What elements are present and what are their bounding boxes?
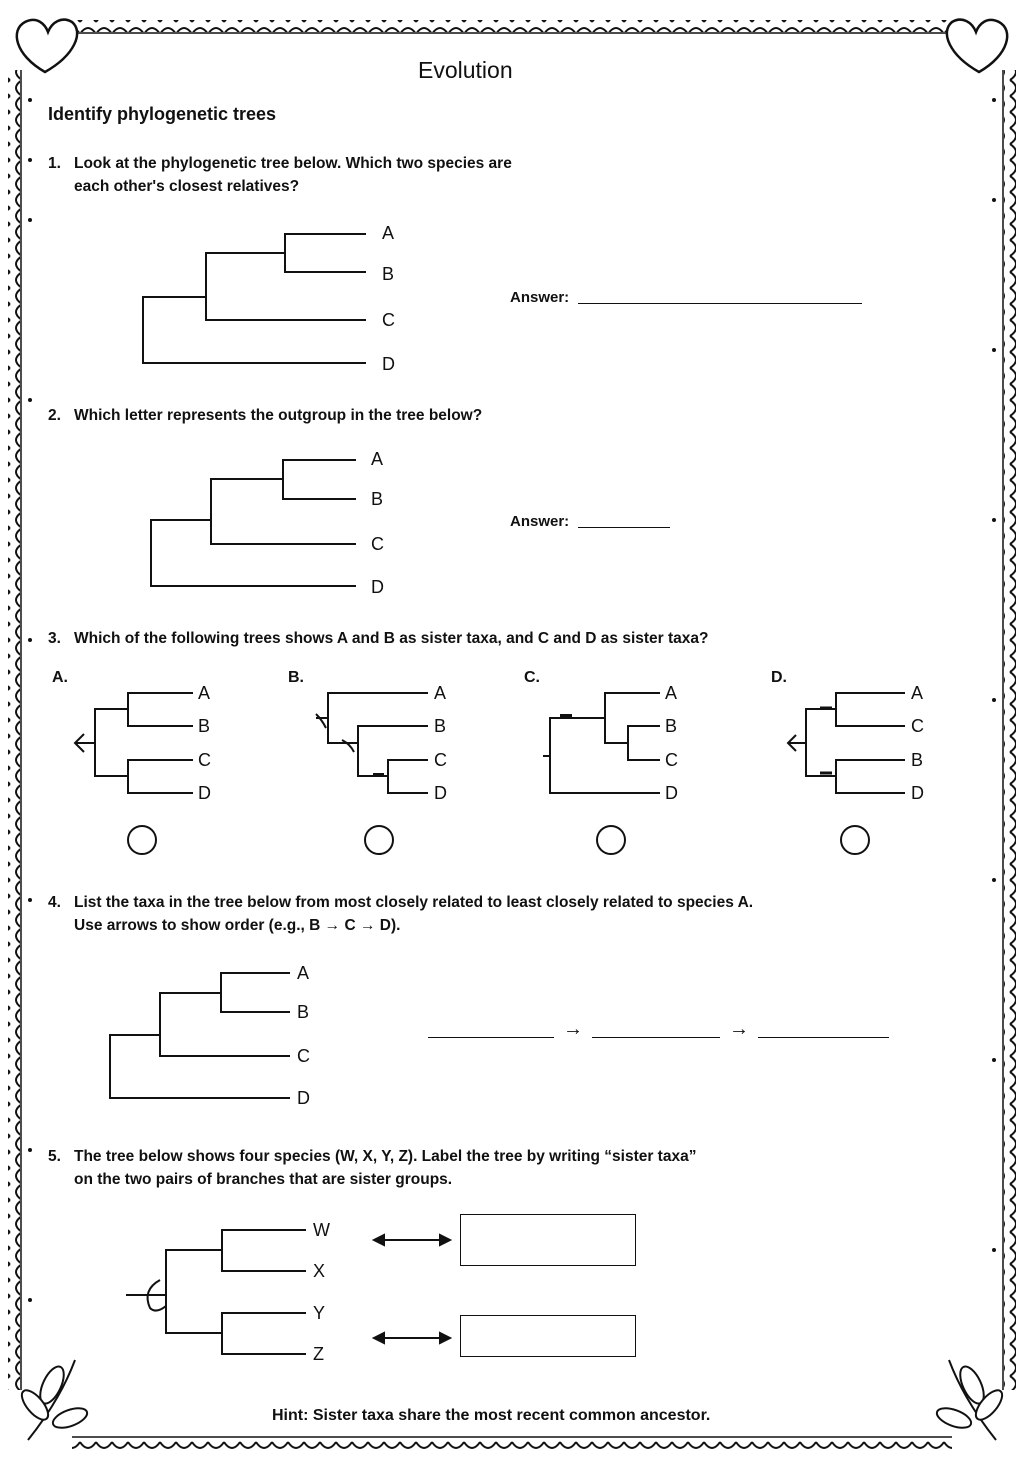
q3-a-label-2: B — [198, 716, 211, 736]
q3-c-label-1: A — [665, 683, 678, 703]
q3-d-label-1: A — [911, 683, 924, 703]
q1-text-line1: Look at the phylogenetic tree below. Which two species are — [74, 155, 512, 172]
q3-option-d-letter: D. — [771, 669, 787, 686]
q1-label-b: B — [382, 264, 395, 284]
q5-text-line1: The tree below shows four species (W, X, Y, Z). Label the tree by writing “sister taxa” — [74, 1148, 697, 1165]
q4-number: 4. — [48, 894, 61, 911]
q3-a-label-1: A — [198, 683, 211, 703]
q3-c-label-3: C — [665, 750, 678, 770]
q2-label-a: A — [371, 449, 384, 469]
q4-arrow-1: → — [563, 1018, 583, 1040]
q4-label-a: A — [297, 963, 310, 983]
q3-option-a-letter: A. — [52, 669, 68, 686]
q5-answer-box-1[interactable] — [460, 1214, 636, 1266]
q4-text-line1: List the taxa in the tree below from most closely related to least closely related to species A. — [74, 894, 754, 911]
section-heading: Identify phylogenetic trees — [48, 104, 277, 124]
q4-label-d: D — [297, 1088, 310, 1108]
q1-label-a: A — [382, 223, 395, 243]
q3-a-label-3: C — [198, 750, 211, 770]
q2-label-c: C — [371, 534, 384, 554]
hint-text: Hint: Sister taxa share the most recent common ancestor. — [272, 1407, 711, 1424]
q4-label-c: C — [297, 1046, 310, 1066]
q2-answer-label: Answer: — [510, 513, 570, 530]
q4-text-line2: Use arrows to show order (e.g., B → C → D). — [74, 917, 401, 934]
q3-option-c-letter: C. — [524, 669, 540, 686]
q3-d-label-4: D — [911, 783, 924, 803]
q3-d-label-3: B — [911, 750, 924, 770]
q3-d-label-2: C — [911, 716, 924, 736]
q3-c-label-4: D — [665, 783, 678, 803]
page-title: Evolution — [418, 57, 513, 83]
q4-arrow-2: → — [729, 1018, 749, 1040]
q3-b-label-1: A — [434, 683, 447, 703]
q1-label-c: C — [382, 310, 395, 330]
q5-number: 5. — [48, 1148, 61, 1165]
q1-text-line2: each other's closest relatives? — [74, 178, 300, 195]
q3-b-label-3: C — [434, 750, 447, 770]
q5-label-y: Y — [313, 1303, 326, 1323]
q5-label-w: W — [313, 1220, 330, 1240]
q2-label-d: D — [371, 577, 384, 597]
q5-label-x: X — [313, 1261, 326, 1281]
q5-double-arrows — [374, 1235, 450, 1343]
q1-answer-label: Answer: — [510, 289, 570, 306]
q1-number: 1. — [48, 155, 61, 172]
q5-label-z: Z — [313, 1344, 324, 1364]
q2-number: 2. — [48, 407, 61, 424]
q3-option-b-letter: B. — [288, 669, 304, 686]
q3-text: Which of the following trees shows A and B as sister taxa, and C and D as sister taxa? — [74, 630, 709, 647]
q2-label-b: B — [371, 489, 384, 509]
q3-number: 3. — [48, 630, 61, 647]
q3-b-label-4: D — [434, 783, 447, 803]
q5-answer-box-2[interactable] — [460, 1315, 636, 1357]
q3-c-label-2: B — [665, 716, 678, 736]
q2-text: Which letter represents the outgroup in the tree below? — [74, 407, 483, 424]
q5-text-line2: on the two pairs of branches that are sister groups. — [74, 1171, 453, 1188]
q1-label-d: D — [382, 354, 395, 374]
q3-b-label-2: B — [434, 716, 447, 736]
q3-a-label-4: D — [198, 783, 211, 803]
q4-label-b: B — [297, 1002, 310, 1022]
